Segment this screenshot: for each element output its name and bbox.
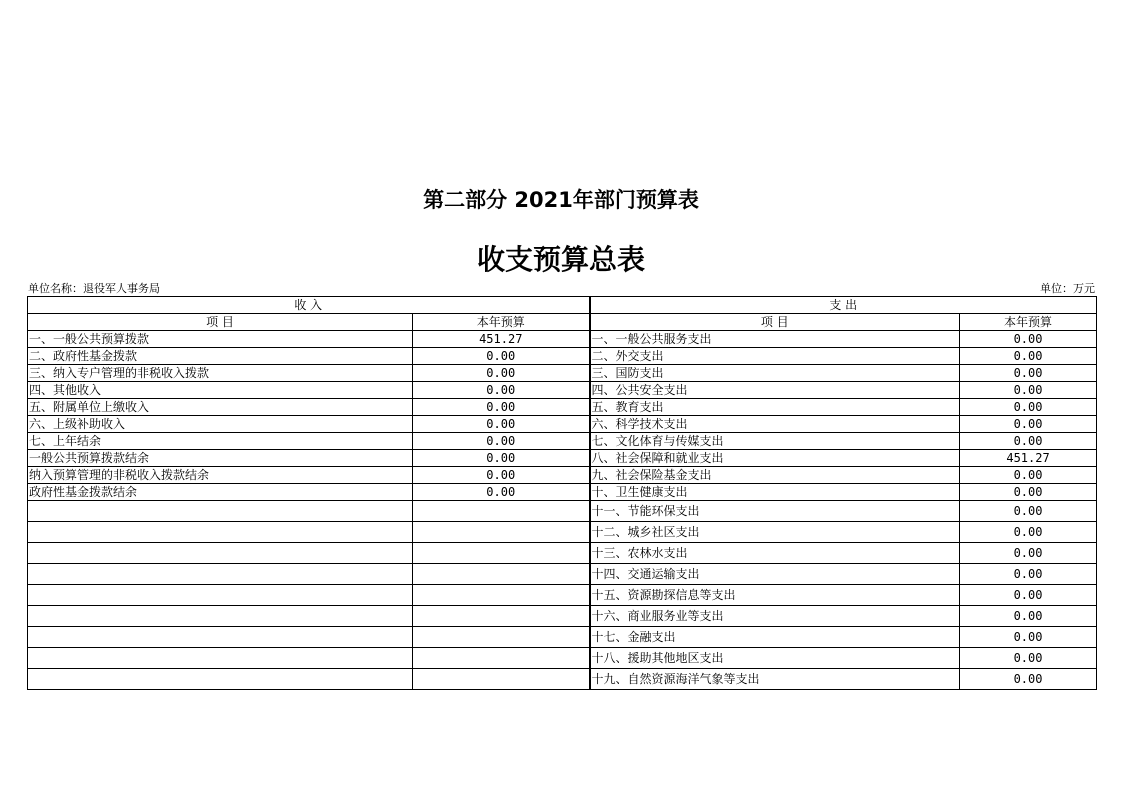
income-item-cell [28,648,413,669]
table-row [28,606,1097,627]
page-title: 第二部分 2021年部门预算表 [423,188,699,212]
unit-name: 单位名称：退役军人事务局 [28,282,160,295]
table-row [28,399,1097,416]
expense-value-cell: 0.00 [960,606,1097,627]
expense-item-cell: 十七、金融支出 [590,627,960,648]
expense-item-cell: 五、教育支出 [590,399,960,416]
expense-value-cell: 0.00 [960,399,1097,416]
table-row [28,627,1097,648]
income-value-cell [413,585,590,606]
income-item-cell: 一、一般公共预算拨款 [28,331,413,348]
expense-item-cell: 一、一般公共服务支出 [590,331,960,348]
table-row [28,585,1097,606]
expense-value-cell: 0.00 [960,382,1097,399]
expense-value-cell: 0.00 [960,365,1097,382]
expense-header: 支 出 [590,297,1097,314]
expense-value-cell: 0.00 [960,648,1097,669]
income-value-cell [413,627,590,648]
income-item-cell: 一般公共预算拨款结余 [28,450,413,467]
expense-value-cell: 0.00 [960,627,1097,648]
expense-value-cell: 451.27 [960,450,1097,467]
table-row [28,331,1097,348]
income-value-cell: 451.27 [413,331,590,348]
expense-item-cell: 七、文化体育与传媒支出 [590,433,960,450]
expense-item-cell: 九、社会保险基金支出 [590,467,960,484]
expense-value-cell: 0.00 [960,585,1097,606]
table-row [28,382,1097,399]
income-item-cell: 六、上级补助收入 [28,416,413,433]
table-row [28,484,1097,501]
table-body [28,331,1097,690]
expense-item-cell: 十五、资源勘探信息等支出 [590,585,960,606]
expense-value-cell: 0.00 [960,416,1097,433]
expense-item-cell: 三、国防支出 [590,365,960,382]
expense-item-cell: 十三、农林水支出 [590,543,960,564]
expense-value-cell: 0.00 [960,331,1097,348]
section-header-row [28,297,1097,314]
income-value-cell: 0.00 [413,348,590,365]
expense-value-cell: 0.00 [960,348,1097,365]
expense-item-cell: 二、外交支出 [590,348,960,365]
table-row [28,433,1097,450]
income-value-cell: 0.00 [413,382,590,399]
income-value-cell [413,648,590,669]
expense-value-cell: 0.00 [960,467,1097,484]
unit-label: 单位：万元 [1040,282,1095,295]
expense-item-cell: 十四、交通运输支出 [590,564,960,585]
income-value-cell [413,522,590,543]
expense-value-cell: 0.00 [960,543,1097,564]
expense-item-header: 项 目 [590,314,960,331]
income-item-cell: 二、政府性基金拨款 [28,348,413,365]
income-budget-header: 本年预算 [413,314,590,331]
table-row [28,467,1097,484]
income-value-cell: 0.00 [413,416,590,433]
income-item-cell: 三、纳入专户管理的非税收入拨款 [28,365,413,382]
income-item-cell [28,501,413,522]
income-item-cell [28,585,413,606]
table-row [28,348,1097,365]
income-item-cell: 四、其他收入 [28,382,413,399]
income-item-cell: 纳入预算管理的非税收入拨款结余 [28,467,413,484]
table-row [28,669,1097,690]
expense-value-cell: 0.00 [960,522,1097,543]
income-item-cell: 政府性基金拨款结余 [28,484,413,501]
income-value-cell [413,564,590,585]
expense-value-cell: 0.00 [960,669,1097,690]
table-row [28,416,1097,433]
income-header: 收 入 [28,297,590,314]
expense-value-cell: 0.00 [960,564,1097,585]
table-row [28,564,1097,585]
expense-value-cell: 0.00 [960,501,1097,522]
expense-item-cell: 十一、节能环保支出 [590,501,960,522]
income-value-cell: 0.00 [413,467,590,484]
income-value-cell [413,606,590,627]
expense-item-cell: 八、社会保障和就业支出 [590,450,960,467]
table-row [28,522,1097,543]
income-value-cell: 0.00 [413,365,590,382]
income-value-cell [413,669,590,690]
table-row [28,450,1097,467]
table-row [28,543,1097,564]
table-title: 收支预算总表 [476,243,645,276]
income-value-cell: 0.00 [413,433,590,450]
expense-value-cell: 0.00 [960,433,1097,450]
expense-item-cell: 六、科学技术支出 [590,416,960,433]
table-row [28,501,1097,522]
income-item-cell [28,522,413,543]
table-row [28,365,1097,382]
budget-summary-table [27,296,1097,690]
expense-item-cell: 十九、自然资源海洋气象等支出 [590,669,960,690]
income-item-cell: 五、附属单位上缴收入 [28,399,413,416]
income-value-cell: 0.00 [413,450,590,467]
income-value-cell [413,543,590,564]
income-item-cell [28,669,413,690]
expense-item-cell: 十六、商业服务业等支出 [590,606,960,627]
income-item-cell [28,627,413,648]
expense-budget-header: 本年预算 [960,314,1097,331]
income-value-cell [413,501,590,522]
expense-item-cell: 十二、城乡社区支出 [590,522,960,543]
income-item-cell: 七、上年结余 [28,433,413,450]
income-value-cell: 0.00 [413,399,590,416]
income-value-cell: 0.00 [413,484,590,501]
expense-item-cell: 十、卫生健康支出 [590,484,960,501]
income-item-header: 项 目 [28,314,413,331]
income-item-cell [28,564,413,585]
expense-item-cell: 十八、援助其他地区支出 [590,648,960,669]
expense-value-cell: 0.00 [960,484,1097,501]
column-header-row [28,314,1097,331]
income-item-cell [28,606,413,627]
table-row [28,648,1097,669]
expense-item-cell: 四、公共安全支出 [590,382,960,399]
income-item-cell [28,543,413,564]
